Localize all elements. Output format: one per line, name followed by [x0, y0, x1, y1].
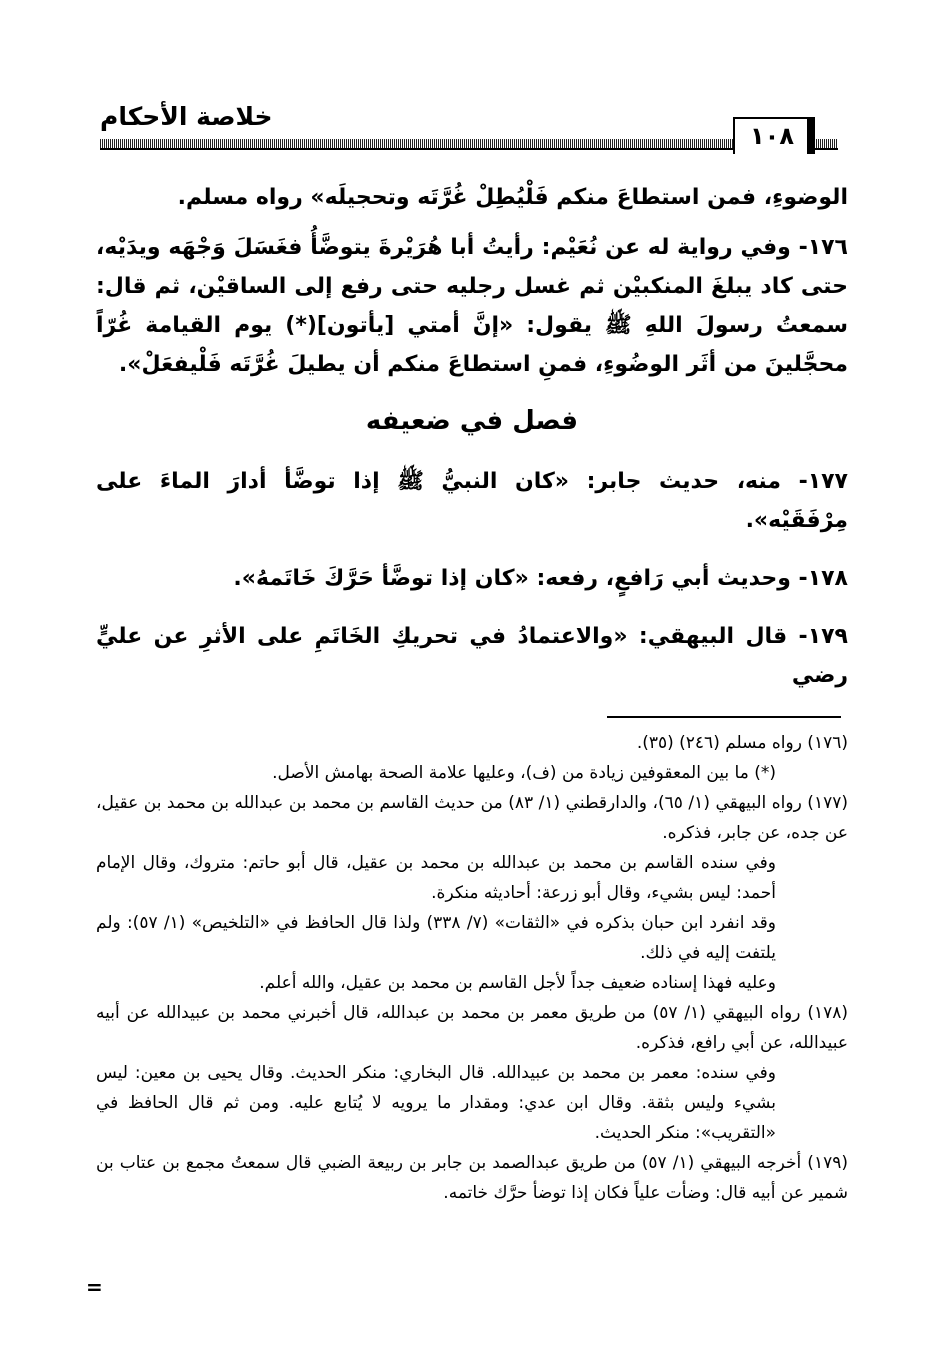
hadith-177: ١٧٧- منه، حديث جابر: «كان النبيُّ ﷺ إذا توضَّأ أدارَ الماءَ على مِرْفَقَيْه».	[96, 469, 848, 533]
footnote-177-a: (١٧٧) رواه البيهقي (١/ ٦٥)، والدارقطني (١/ ٨٣) من حديث القاسم بن محمد بن عبدالله بن محمد بن عقيل، عن جده، عن جابر، فذكره.	[96, 793, 848, 843]
footnote-177-b: وفي سنده القاسم بن محمد بن عبدالله بن محمد بن عقيل، قال أبو حاتم: متروك، وقال الإمام أحمد: ليس بشيء، وقال أبو زرعة: أحاديثه منكرة.	[96, 853, 776, 903]
page-number-bar	[807, 117, 815, 154]
hadith-179: ١٧٩- قال البيهقي: «والاعتمادُ في تحريكِ الخَاتَمِ على الأثرِ عن عليٍّ رضي	[96, 624, 848, 688]
footnote-177-d: وعليه فهذا إسناده ضعيف جداً لأجل القاسم بن محمد بن عقيل، والله أعلم.	[259, 973, 776, 993]
footnote-separator	[607, 716, 841, 718]
footnote-178-b: وفي سنده: معمر بن محمد بن عبيدالله. قال البخاري: منكر الحديث. وقال يحيى بن معين: ليس بشيء وليس بثقة. وقال ابن عدي: ومقدار ما يرويه لا يُتابع عليه. ومن ثم قال الحافظ في «التقريب»: منكر الحديث.	[96, 1063, 776, 1143]
section-title: فصل في ضعيفه	[365, 406, 579, 436]
page-number: ١٠٨	[733, 117, 811, 154]
footnote-178-a: (١٧٨) رواه البيهقي (١/ ٥٧) من طريق معمر بن محمد بن عبدالله، قال أخبرني محمد بن عبيدالله عن أبيه عبيدالله، عن أبي رافع، فذكره.	[96, 1003, 849, 1053]
main-text	[96, 178, 848, 714]
footnote-176: (١٧٦) رواه مسلم (٢٤٦) (٣٥).	[636, 733, 848, 753]
continuation-mark: =	[86, 1275, 103, 1299]
footnotes	[96, 728, 848, 1208]
header-rule	[100, 148, 838, 150]
hadith-176: ١٧٦- وفي رواية له عن نُعَيْم: رأيتُ أبا هُرَيْرةَ يتوضَّأُ فغَسَلَ وَجْهَه ويدَيْه، حتى كاد يبلغَ المنكبيْن ثم غسل رجليه حتى رفع إلى الساقيْن، ثم قال: سمعتُ رسولَ اللهِ ﷺ يقول: «إنَّ أمتي [يأتون](*) يوم القيامة غُرّاً محجَّلينَ من أثَر الوضُوءِ، فمنِ استطاعَ منكم أن يطيلَ غُرَّتَه فَلْيفعَلْ».	[96, 235, 848, 377]
running-title: خلاصة الأحكام	[100, 102, 273, 131]
footnote-star: (*) ما بين المعقوفين زيادة من (ف)، وعليها علامة الصحة بهامش الأصل.	[272, 763, 776, 783]
footnote-179: (١٧٩) أخرجه البيهقي (١/ ٥٧) من طريق عبدالصمد بن جابر بن ربيعة الضبي قال سمعتُ مجمع بن عتاب بن شمير عن أبيه قال: وضأت علياً فكان إذا توضأ حرَّك خاتمه.	[96, 1153, 848, 1203]
paragraph-continuation: الوضوءِ، فمن استطاعَ منكم فَلْيُطِلْ غُرَّتَه وتحجيلَه» رواه مسلم.	[177, 185, 848, 210]
footnote-177-c: وقد انفرد ابن حبان بذكره في «الثقات» (٧/ ٣٣٨) ولذا قال الحافظ في «التلخيص» (١/ ٥٧): ولم يلتفت إليه في ذلك.	[96, 913, 776, 963]
hadith-178: ١٧٨- وحديث أبي رَافعٍ، رفعه: «كان إذا توضَّأ حَرَّكَ خَاتَمهُ».	[233, 566, 848, 591]
